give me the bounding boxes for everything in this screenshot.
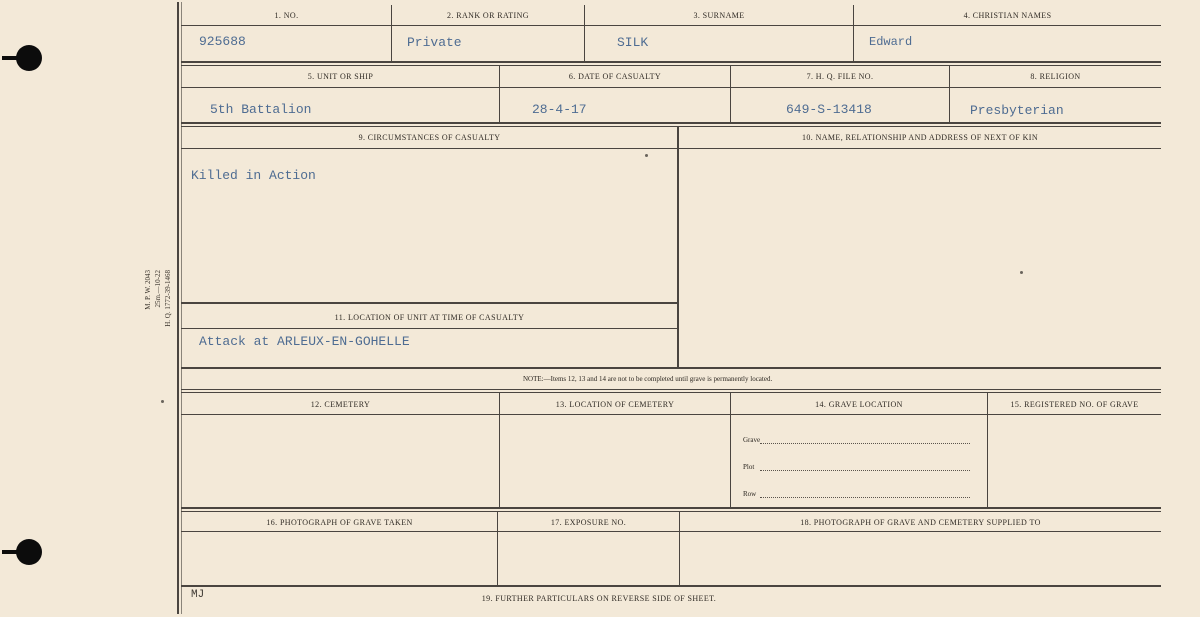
value-location-of-unit: Attack at ARLEUX-EN-GOHELLE xyxy=(199,334,410,349)
label-photograph-of-grave: 16. PHOTOGRAPH OF GRAVE TAKEN xyxy=(266,518,413,527)
label-date-of-casualty: 6. DATE OF CASUALTY xyxy=(568,72,662,81)
side-stamp-line-3: H. Q. 1772-39-1468 xyxy=(164,270,172,327)
label-grave-location: 14. GRAVE LOCATION xyxy=(815,400,903,409)
label-circumstances: 9. CIRCUMSTANCES OF CASUALTY xyxy=(358,133,501,142)
label-unit: 5. UNIT OR SHIP xyxy=(307,72,374,81)
label-exposure-no: 17. EXPOSURE NO. xyxy=(550,518,627,527)
value-unit: 5th Battalion xyxy=(210,102,312,117)
label-location-of-unit: 11. LOCATION OF UNIT AT TIME OF CASUALTY xyxy=(334,313,525,322)
grave-line-label: Grave xyxy=(743,436,761,444)
row4-divider-2 xyxy=(730,392,731,508)
row5-top-rule xyxy=(181,511,1161,512)
row4-divider-3 xyxy=(987,392,988,508)
row-line xyxy=(760,497,970,498)
plot-line-label: Plot xyxy=(743,463,755,471)
value-circumstances: Killed in Action xyxy=(191,168,316,183)
row3-label-rule xyxy=(181,148,1161,149)
label-cemetery: 12. CEMETERY xyxy=(310,400,371,409)
speck xyxy=(645,154,648,157)
side-stamp-line-2: 25m.—10-22 xyxy=(154,270,162,308)
value-surname: SILK xyxy=(617,35,649,50)
label-further-particulars: 19. FURTHER PARTICULARS ON REVERSE SIDE OF SHEET. xyxy=(481,594,717,603)
label-hq-file-no: 7. H. Q. FILE NO. xyxy=(806,72,874,81)
box9-bottom-rule xyxy=(181,302,678,304)
row3-divider xyxy=(677,126,679,368)
label-number: 1. NO. xyxy=(274,11,299,20)
note-text: NOTE:—Items 12, 13 and 14 are not to be completed until grave is permanently located. xyxy=(523,375,773,383)
value-christian-names: Edward xyxy=(869,35,913,49)
value-rank: Private xyxy=(407,35,462,50)
row1-bottom-rule xyxy=(181,61,1161,63)
row-line-label: Row xyxy=(743,490,757,498)
row3-top-rule xyxy=(181,126,1161,127)
row2-label-rule xyxy=(181,87,1161,88)
label-registered-no-of-grave: 15. REGISTERED NO. OF GRAVE xyxy=(1010,400,1139,409)
row4-label-rule xyxy=(181,414,1161,415)
row5-label-rule xyxy=(181,531,1161,532)
initials: MJ xyxy=(191,589,205,601)
punch-hole-bottom xyxy=(16,539,42,565)
speck xyxy=(1020,271,1023,274)
value-number: 925688 xyxy=(199,34,246,49)
value-date-of-casualty: 28-4-17 xyxy=(532,102,587,117)
label-rank: 2. RANK OR RATING xyxy=(447,11,529,20)
row2-bottom-rule xyxy=(181,122,1161,124)
row4-bottom-rule xyxy=(181,507,1161,509)
row5-bottom-rule xyxy=(181,585,1161,587)
label-next-of-kin: 10. NAME, RELATIONSHIP AND ADDRESS OF NEXT OF KIN xyxy=(801,133,1039,142)
label-surname: 3. SURNAME xyxy=(693,11,745,20)
row4-top-rule xyxy=(181,392,1161,393)
row2-top-rule xyxy=(181,65,1161,66)
box11-label-rule xyxy=(181,328,678,329)
label-location-of-cemetery: 13. LOCATION OF CEMETERY xyxy=(555,400,675,409)
label-religion: 8. RELIGION xyxy=(1030,72,1081,81)
speck xyxy=(161,400,164,403)
form-left-border xyxy=(177,2,179,614)
row3-bottom-rule xyxy=(181,367,1161,369)
side-stamp-line-1: M. P. W. 2043 xyxy=(144,270,152,310)
note-bottom-rule xyxy=(181,389,1161,390)
side-stamp xyxy=(142,270,176,340)
row4-divider-1 xyxy=(499,392,500,508)
row1-label-rule xyxy=(181,25,1161,26)
label-christian-names: 4. CHRISTIAN NAMES xyxy=(963,11,1052,20)
label-photograph-supplied-to: 18. PHOTOGRAPH OF GRAVE AND CEMETERY SUPPLIED TO xyxy=(800,518,1041,527)
plot-line xyxy=(760,470,970,471)
punch-hole-top xyxy=(16,45,42,71)
grave-line xyxy=(760,443,970,444)
value-hq-file-no: 649-S-13418 xyxy=(786,102,872,117)
value-religion: Presbyterian xyxy=(970,103,1064,118)
